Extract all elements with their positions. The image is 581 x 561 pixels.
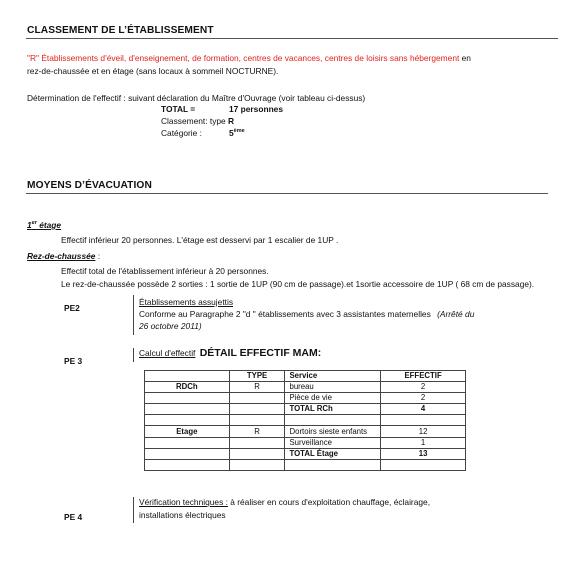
categorie-number: 5: [229, 128, 234, 138]
intro-line-1: [27, 53, 471, 63]
section-evacuation-rule: [26, 193, 548, 194]
table-cell: RDCh: [145, 382, 230, 393]
table-cell: [229, 404, 285, 415]
table-cell: [145, 393, 230, 404]
pe2-ref-2: 26 octobre 2011): [139, 321, 202, 331]
table-cell: [381, 415, 466, 426]
intro-line-2: rez-de-chaussée et en étage (sans locaux à sommeil NOCTURNE).: [27, 66, 279, 76]
table-cell: [229, 393, 285, 404]
effectif-table: [144, 370, 466, 471]
table-cell: [285, 415, 381, 426]
table-row: [145, 459, 466, 470]
classement-label: Classement: type: [161, 116, 226, 126]
table-cell: [229, 459, 285, 470]
table-header-row: [145, 371, 466, 382]
table-cell: [229, 448, 285, 459]
pe4-divider: [133, 497, 134, 523]
table-cell: [145, 448, 230, 459]
pe3-calc-label: Calcul d'effectif: [139, 348, 196, 358]
etage-heading-sup: er: [31, 220, 37, 227]
table-row: [145, 448, 466, 459]
section-evacuation-title: MOYENS D’ÉVACUATION: [27, 180, 152, 191]
determination-text: Détermination de l'effectif : suivant déclaration du Maître d'Ouvrage (voir tableau ci-dessus): [27, 93, 366, 103]
intro-black-text: en: [459, 53, 471, 63]
table-cell: 2: [381, 393, 466, 404]
table-cell: [145, 459, 230, 470]
etage-heading-number: 1: [27, 220, 32, 230]
table-row: [145, 404, 466, 415]
table-cell: TOTAL Étage: [285, 448, 381, 459]
pe2-divider: [133, 295, 134, 335]
table-cell: 1: [381, 437, 466, 448]
table-row: [145, 415, 466, 426]
table-cell: 2: [381, 382, 466, 393]
table-header-cell: [145, 371, 230, 382]
etage-heading: [27, 220, 61, 230]
classement-value: R: [228, 116, 235, 126]
table-cell: R: [229, 426, 285, 437]
pe4-label: PE 4: [64, 512, 83, 522]
etage-heading-word: étage: [36, 220, 62, 230]
table-cell: [145, 404, 230, 415]
categorie-label: Catégorie :: [161, 128, 202, 138]
section-classement-rule: [26, 38, 558, 39]
intro-red-text: "R" Établissements d'éveil, d'enseignement, de formation, centres de vacances, centres de loisirs sans hébergement: [27, 53, 460, 63]
pe3-divider: [133, 348, 134, 362]
table-header-cell: EFFECTIF: [381, 371, 466, 382]
etage-text: Effectif inférieur 20 personnes. L'étage est desservi par 1 escalier de 1UP .: [61, 235, 339, 245]
table-cell: Surveillance: [285, 437, 381, 448]
pe4-text-line: [139, 497, 430, 507]
rdc-line-2: Le rez-de-chaussée possède 2 sorties : 1 sortie de 1UP (90 cm de passage).et 1sortie accessoire de 1UP ( 68 cm de passage).: [61, 279, 535, 289]
table-cell: [229, 437, 285, 448]
rdc-heading-line: [27, 251, 100, 261]
total-label: TOTAL =: [161, 104, 196, 114]
rdc-line-1: Effectif total de l'établissement inférieur à 20 personnes.: [61, 266, 269, 276]
table-cell: [229, 415, 285, 426]
rdc-colon: :: [95, 251, 101, 261]
table-cell: TOTAL RCh: [285, 404, 381, 415]
table-cell: Etage: [145, 426, 230, 437]
table-cell: [285, 459, 381, 470]
categorie-value: [229, 128, 245, 138]
rdc-heading: Rez-de-chaussée: [27, 251, 96, 261]
table-cell: 12: [381, 426, 466, 437]
table-row: [145, 437, 466, 448]
table-header-cell: Service: [285, 371, 381, 382]
pe3-label: PE 3: [64, 356, 83, 366]
table-cell: Pièce de vie: [285, 393, 381, 404]
categorie-sup: ème: [233, 128, 245, 135]
table-row: [145, 393, 466, 404]
pe4-heading: Vérification techniques :: [139, 497, 228, 507]
table-row: [145, 382, 466, 393]
section-classement-title: CLASSEMENT DE L’ÉTABLISSEMENT: [27, 25, 214, 36]
table-cell: bureau: [285, 382, 381, 393]
pe2-text: Conforme au Paragraphe 2 "d " établissements avec 3 assistantes maternelles: [139, 309, 431, 319]
table-cell: 4: [381, 404, 466, 415]
total-value: 17 personnes: [229, 104, 283, 114]
table-header-cell: TYPE: [229, 371, 285, 382]
table-cell: [381, 459, 466, 470]
pe2-text-line: [139, 309, 474, 319]
table-cell: Dortoirs sieste enfants: [285, 426, 381, 437]
table-row: [145, 426, 466, 437]
table-cell: R: [229, 382, 285, 393]
pe4-text: à réaliser en cours d'exploitation chauffage, éclairage,: [227, 497, 431, 507]
pe3-heading-line: [139, 347, 321, 359]
table-cell: 13: [381, 448, 466, 459]
table-cell: [145, 415, 230, 426]
pe2-heading: Établissements assujettis: [139, 297, 234, 307]
table-cell: [145, 437, 230, 448]
pe3-detail-title: DÉTAIL EFFECTIF MAM:: [199, 347, 322, 359]
pe2-label: PE2: [64, 303, 80, 313]
pe4-line-2: installations électriques: [139, 510, 226, 520]
classement-line: [161, 116, 234, 126]
pe2-ref-1: (Arrêté du: [437, 309, 475, 319]
